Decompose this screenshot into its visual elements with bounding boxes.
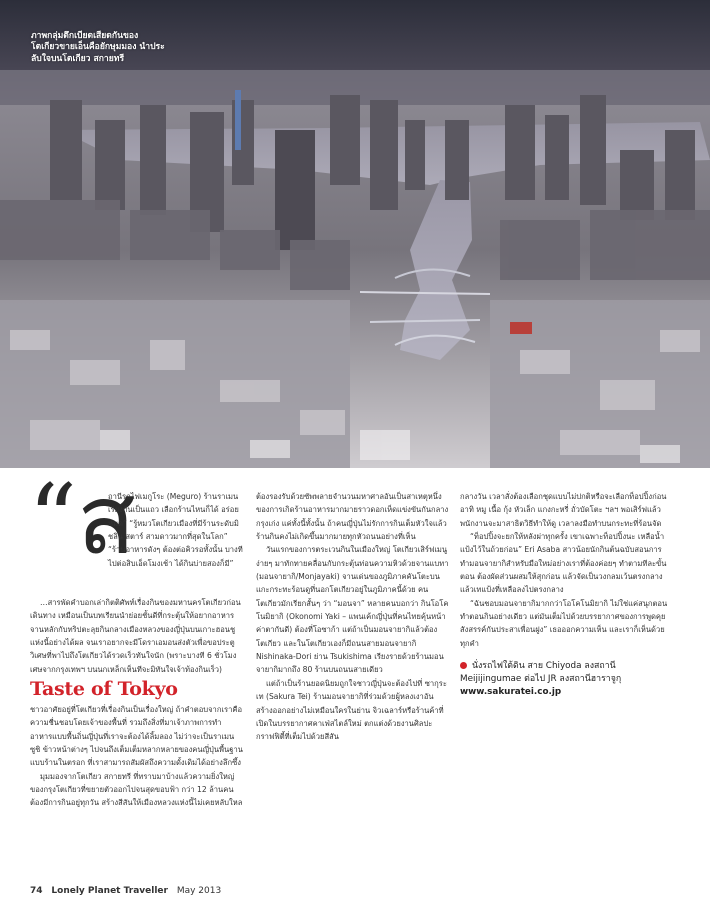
dropcap-letter: “ส xyxy=(28,464,136,576)
page-number: 74 xyxy=(30,886,43,896)
paragraph: “ฉันชอบมอนจายากิมากกว่าโอโคโนมิยากิ ไม่ใช่แค่สนุกตอนทำตอนกินอย่างเดียว แต่มันเต็มไปด้วยบรรยากาศของการพูดคุย สังสรรค์กันประสาเพื่อนฝูง” เธอออกความเห็น และเราก็เห็นด้วยทุกคำ xyxy=(460,598,668,648)
paragraph: …สารพัดคำบอกเล่ากิตติศัพท์เรื่องกินของมหานครโตเกียวก่อนเดินทาง เหมือนเป็นบทเรียนนำย่อยชั้นดีที่กระตุ้นให้อยากอาหารจานหลักกับทริปตะลุยกินกลางเมืองหลวงของญี่ปุ่นบนเกาะฮอนชูแห่งนี้อย่างได้ผล จนเราอยากจะมีโดราเอมอนส่งตัวเพื่อขอประตูวิเศษที่พาไปถึงโตเกียวได้รวดเร็วทันใจนัก (พราะบางที 6 ชั่วโมงเศษจากกรุงเทพฯ บนนกเหล็กเห็นทีจะมิทันใจเจ้าท้องกินเร็ว) xyxy=(30,598,241,674)
info-transport-line: นั่งรถไฟใต้ดิน สาย Chiyoda ลงสถานี xyxy=(460,660,668,673)
column-1 xyxy=(28,464,243,810)
paragraph: แต่ถ้าเป็นร้านยอดนิยมถูกใจชาวญี่ปุ่นจะต้องไปที่ ซากุระ เท (Sakura Tei) ร้านมอนจายากิที่ร่วมด้วยผู้หลงเงาอันสร้างออกอย่างไม่เหมือนใครในย่าน จิวเฉลาร์หรือร้านค้าที่เปิดในบรรยากาศคาเฟ่สไตล์ใหม่ ตกแต่งด้วยงานศิลปะกราฟฟิตี้ที่เต็มไปด้วยสีสัน xyxy=(256,678,447,742)
paragraph: “ท็อปปิ้งจะยกให้หลังผ่าทุกครั้ง เขาเฉพาะท็อปปิ้งนะ เหลือน้ำแป้งไว้ในถ้วยก่อน” Eri Asaba สาวน้อยนักกินต้นฉบับสอนการทำมอนจายากิสำหรับมือใหม่อย่างเราที่ต้องค่อยๆ ทำตามทีละขั้นตอน ต้องผัดส่วนผสมให้สุกก่อน แล้วจัดเป็นวงกลมเว้นตรงกลาง แล้วเทแป้งที่เหลือลงไปตรงกลาง xyxy=(460,532,667,595)
bullet-icon xyxy=(460,662,467,669)
intro-quote: ถานีรถไฟเมกูโระ (Meguro) ร้านราเมนเรียงกันเป็นแถว เลือกร้านไหนก็ได้ อร่อยหมด” “รู้หมวโตเกียวเมืองที่มีร้านระดับมิชลิน สตาร์ สามดาวมากที่สุดในโลก” “ร้านอาหารดังๆ ต้องต่อคิวรอทั้งนั้น บางทีไปต่อสิบเอ็ดโมงเช้า ได้กินบ่ายสองก็มี” xyxy=(108,492,243,568)
paragraph: วันแรกของการตระเวนกินในเมืองใหญ่ โตเกียวเสิร์ฟเมนูง่ายๆ มาทักทายคลื่อนกับกระตุ้นท่อนความหิวด้วยจานแบทา (มอนจายากิ/Monjayaki) จานเด่นของภูมิภาคคันโตะบนแกะกระทะร้อนดูที่นอกโตเกียวอยู่ในภูมิภาคนี้ด้วย คนโตเกียวมักเรียกสั้นๆ ว่า “มอนจา” หลายคนบอกว่า กินโอโคโนมิยากิ (Okonomi Yaki – แพนเค้กญี่ปุ่นที่คนไทยคุ้นหน้าค่าตากันดี) ต้องที่โอซาก้า แต่ถ้าเป็นมอนจายากิแล้วต้องโตเกียว และในโตเกียวเองก็มีถนนสายมอนจายากิ Nishinaka-Dori ย่าน Tsukishima เรียงรายด้วยร้านมอนจายากิมากถึง 80 ร้านบนถนนสายเดียว xyxy=(256,545,449,675)
paragraph: กลางวัน เวลาสั่งต้องเลือกชุดแบบไม่ปกติหรือจะเลือกท็อปปิ้งก่อนอาทิ หมู เนื้อ กุ้ง หัวเล็ก แกงกะหรี่ ถั่วบัดโตะ ฯลฯ พอเสิร์ฟแล้วพนักงานจะมาสาธิตวิธีทำให้ดู เวลาลงมือทำบนกระทะที่ร้อนจัด xyxy=(460,492,667,528)
section-heading: Taste of Tokyo xyxy=(30,678,178,701)
paragraph: มุมมองจากโตเกียว สกายทรี ที่ทราบมาบ้างแล้วความยิ่งใหญ่ของกรุงโตเกียวที่ขยายตัวออกไปจนสุดขอบฟ้า กว่า 12 ล้านคนต้องมีการกินอยู่ทุกวัน สร้างสีสันให้เมืองหลวงแห่งนี้ไม่เคยหลับใหล xyxy=(30,771,243,808)
article-body xyxy=(28,464,670,860)
column-2 xyxy=(256,490,449,744)
paragraph: ต้องรองรับด้วยซัพพลายจำนวนมหาศาลอันเป็นสาเหตุหนึ่งของการเกิดร้านอาหารมากมายราวดอกเห็ดแข่งขันกันกลางกรุงเก่ง แค่ทั้งนี้ทั้งนั้น ถ้าคนญี่ปุ่นไม่รักการกินเต็มหัวใจแล้ว ร้านกินคงไม่เกิดขึ้นมากมายทุกหัวถนนอย่างที่เห็น xyxy=(256,492,449,542)
info-station-line: Meijijingumae ต่อไป JR ลงสถานีฮาราจูกุ xyxy=(460,674,622,685)
dropcap-block xyxy=(28,464,243,596)
red-billboard xyxy=(510,322,532,334)
magazine-name: Lonely Planet Traveller xyxy=(51,886,168,896)
page-footer xyxy=(30,886,680,900)
issue-date: May 2013 xyxy=(176,886,222,896)
column-3 xyxy=(460,490,668,699)
photo-caption: ภาพกลุ่มตึกเบียดเสียดกันของโตเกียวขายเอ็นคือยักษุมมอง นำประลับใจบนโตเกียว สกายทรี xyxy=(31,31,165,64)
paragraph: ชาวอาศัยอยู่ที่โตเกียวที่เรื่องกินเป็นเรื่องใหญ่ ถ้าคำตอบจากเราคือความชื่นชอบโดยเจ้าของพื้นที่ รวมถึงสิ่งที่มาเจ้าภาพการทำอาหารแบบพื้นถิ่นญี่ปุ่นที่เราจะต้องได้ลิ้มลอง ไม่ว่าจะเป็นราเมน ซูชิ ข้าวหน้าต่างๆ ไปจนถึงเต็มเต็มหลากหลายของคนญี่ปุ่นพื้นฐานแบบร้านในตรอก ที่เราสามารถสัมผัสถึงความดั้งเดิมได้อย่างลึกซึ้ง xyxy=(30,705,243,768)
venue-info xyxy=(460,660,668,699)
venue-website-link[interactable]: www.sakuratei.co.jp xyxy=(460,687,562,698)
